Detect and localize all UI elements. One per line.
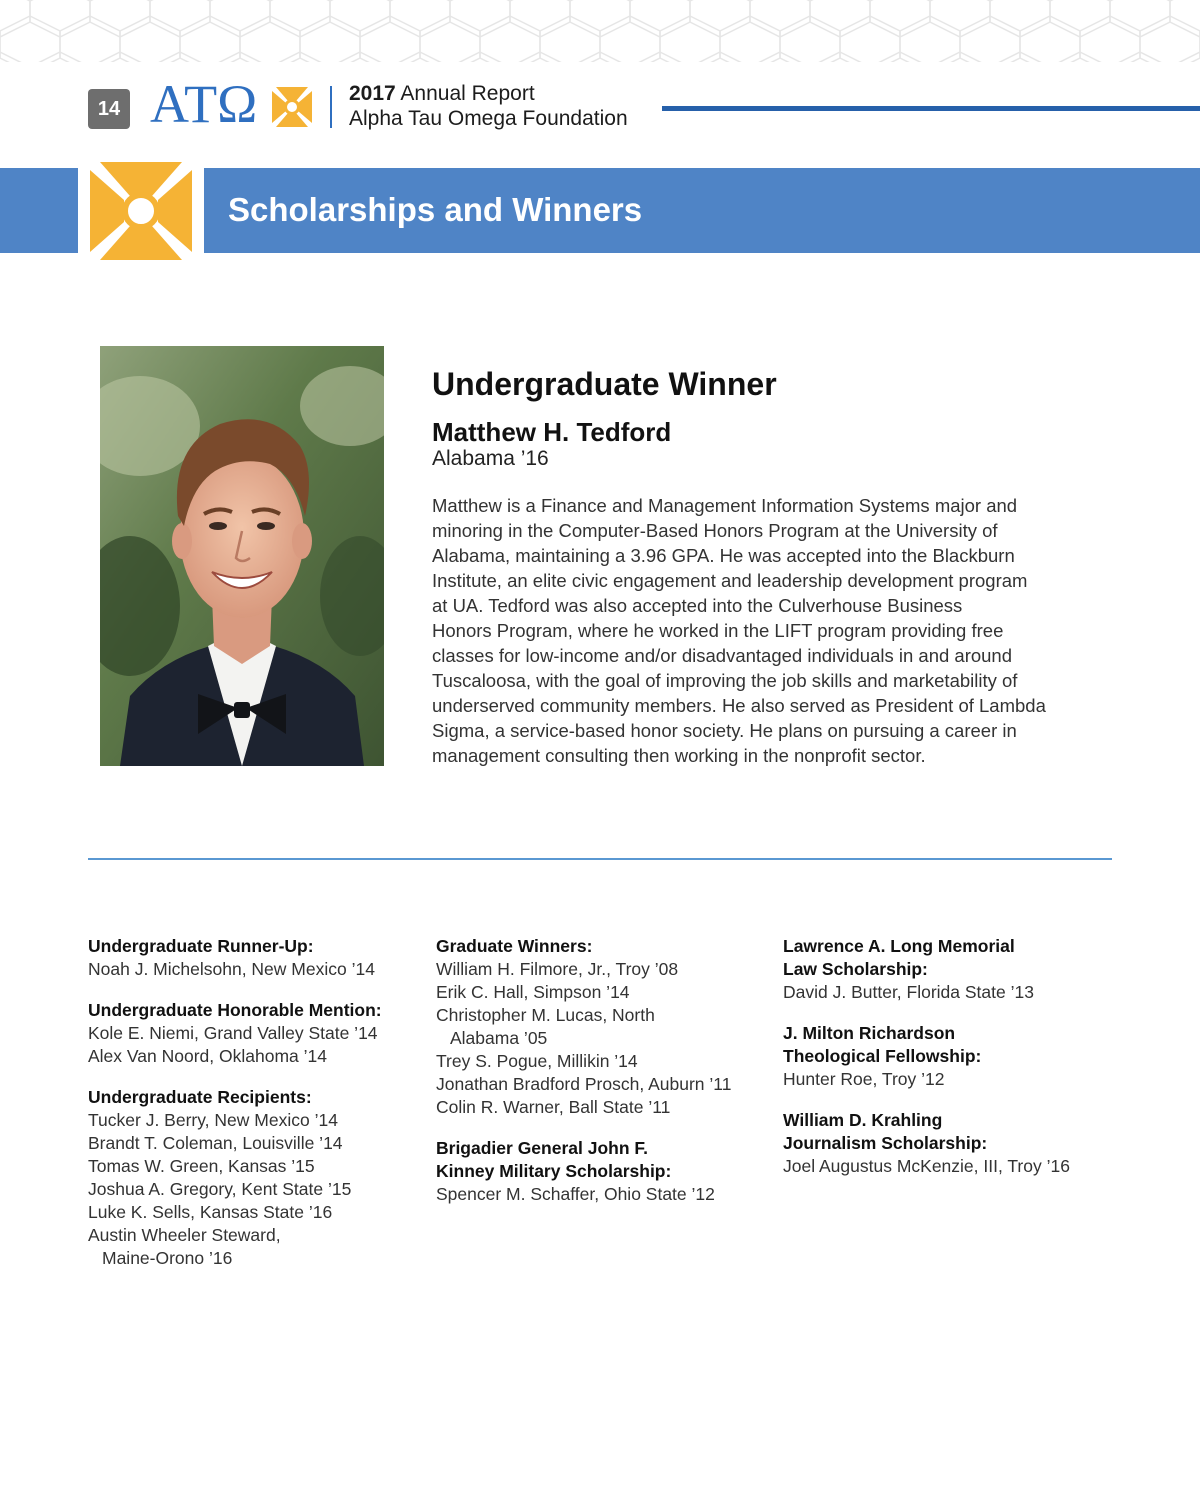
scholarship-column-2 [436,935,766,1224]
header-hex-pattern [0,0,1200,62]
scholarship-group-title: William D. Krahling Journalism Scholarship: [783,1110,988,1153]
scholarship-group [783,935,1113,1004]
report-year: 2017 [349,82,396,105]
scholarship-recipient: David J. Butter, Florida State ’13 [783,982,1034,1002]
scholarship-group [436,1137,766,1206]
scholarship-recipient: Luke K. Sells, Kansas State ’16 [88,1202,333,1222]
scholarship-recipient: Alabama ’05 [450,1028,548,1048]
scholarship-group [88,1086,418,1270]
scholarship-group [783,1109,1113,1178]
header-rule [662,106,1200,111]
scholarship-group-title: Undergraduate Honorable Mention: [88,1000,382,1020]
scholarship-recipient: Joshua A. Gregory, Kent State ’15 [88,1179,352,1199]
scholarship-recipient: Colin R. Warner, Ball State ’11 [436,1097,671,1117]
scholarship-group [88,999,418,1068]
maltese-cross-logo-icon [270,85,314,129]
scholarship-recipient: Austin Wheeler Steward, [88,1225,281,1245]
scholarship-group [88,935,418,981]
scholarship-recipient: Maine-Orono ’16 [102,1248,233,1268]
scholarship-recipient: Hunter Roe, Troy ’12 [783,1069,945,1089]
winner-heading: Undergraduate Winner [432,366,777,402]
scholarship-group-title: Brigadier General John F. Kinney Military Scholarship: [436,1138,672,1181]
scholarship-recipient: Kole E. Niemi, Grand Valley State ’14 [88,1023,378,1043]
winner-bio: Matthew is a Finance and Management Information Systems major and minoring in the Computer-Based Honors Program at the University of Alabama, maintaining a 3.96 GPA. He was accepted into the Blackburn Institute, an elite civic engagement and leadership development program at UA. Tedford was also accepted into the Culverhouse Business Honors Program, where he worked in the LIFT program providing free classes for low-income and/or disadvantaged individuals in and around Tuscaloosa, with the goal of improving the job skills and marketability of underserved community members. He also served as President of Lambda Sigma, a service-based honor society. He plans on pursuing a career in management consulting then working in the nonprofit sector. [432,495,1046,766]
scholarship-recipient: William H. Filmore, Jr., Troy ’08 [436,959,679,979]
winner-school: Alabama ’16 [432,447,549,470]
scholarship-recipient: Alex Van Noord, Oklahoma ’14 [88,1046,327,1066]
ato-logo-text: ΑΤΩ [150,74,259,134]
scholarship-group-title: Undergraduate Recipients: [88,1087,312,1107]
scholarship-recipient: Joel Augustus McKenzie, III, Troy ’16 [783,1156,1070,1176]
scholarship-recipient: Noah J. Michelsohn, New Mexico ’14 [88,959,375,979]
report-title [349,81,535,106]
logo-divider [330,86,332,128]
banner-left-block [0,168,78,253]
scholarship-recipient: Jonathan Bradford Prosch, Auburn ’11 [436,1074,732,1094]
maltese-cross-icon [88,160,194,262]
winner-name: Matthew H. Tedford [432,417,672,447]
scholarship-group-title: J. Milton Richardson Theological Fellowship: [783,1023,982,1066]
scholarship-column-1 [88,935,418,1288]
scholarship-recipient: Brandt T. Coleman, Louisville ’14 [88,1133,343,1153]
report-title-text: Annual Report [395,82,535,105]
scholarship-recipient: Christopher M. Lucas, North [436,1005,655,1025]
scholarship-recipient: Spencer M. Schaffer, Ohio State ’12 [436,1184,715,1204]
scholarship-recipient: Trey S. Pogue, Millikin ’14 [436,1051,638,1071]
section-divider [88,858,1112,860]
scholarship-recipient: Erik C. Hall, Simpson ’14 [436,982,630,1002]
organization-name: Alpha Tau Omega Foundation [349,107,628,130]
page-number: 14 [88,89,130,129]
winner-portrait-photo [100,346,384,766]
scholarship-recipient: Tucker J. Berry, New Mexico ’14 [88,1110,338,1130]
scholarship-group-title: Graduate Winners: [436,936,593,956]
scholarship-column-3 [783,935,1113,1196]
scholarship-recipient: Tomas W. Green, Kansas ’15 [88,1156,315,1176]
scholarship-group [436,935,766,1119]
scholarship-group-title: Lawrence A. Long Memorial Law Scholarship: [783,936,1015,979]
section-title: Scholarships and Winners [228,191,643,228]
scholarship-group [783,1022,1113,1091]
scholarship-group-title: Undergraduate Runner-Up: [88,936,314,956]
